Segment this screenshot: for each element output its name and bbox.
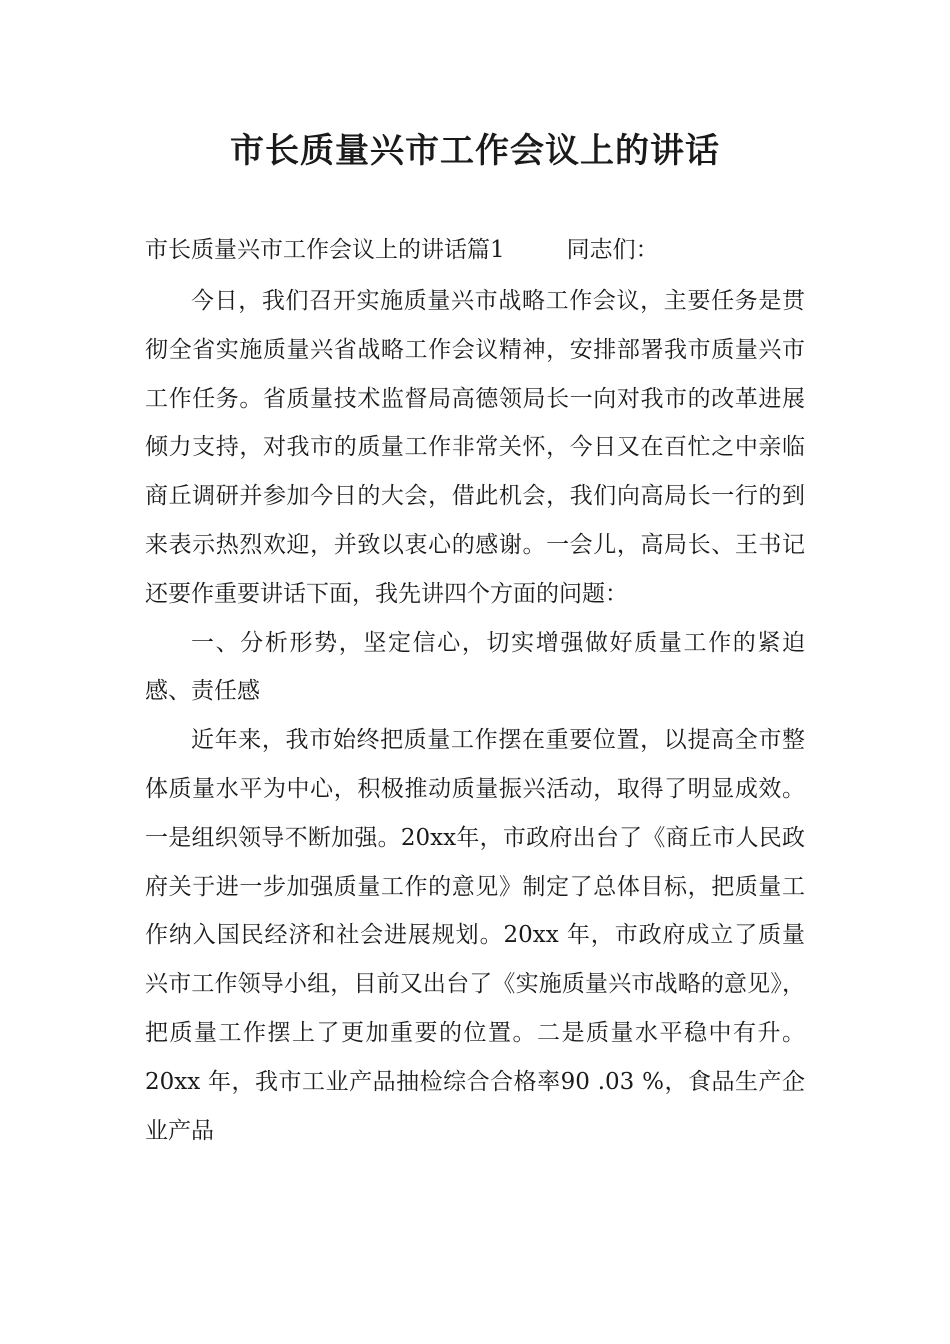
document-title: 市长质量兴市工作会议上的讲话 (230, 131, 720, 171)
document-body (145, 277, 805, 1155)
section-label: 市长质量兴市工作会议上的讲话篇1 (145, 237, 505, 263)
paragraph-achievements: 近年来，我市始终把质量工作摆在重要位置，以提高全市整体质量水平为中心，积极推动质量振兴活动，取得了明显成效。一是组织领导不断加强。20xx年，市政府出台了《商丘市人民政府关于进一步加强质量工作的意见》制定了总体目标，把质量工作纳入国民经济和社会进展规划。20xx 年，市政府成立了质量兴市工作领导小组，目前又出台了《实施质量兴市战略的意见》，把质量工作摆上了更加重要的位置。二是质量水平稳中有升。20xx 年，我市工业产品抽检综合合格率90 .03 %，食品生产企业产品 (145, 727, 805, 1144)
greeting: 同志们： (566, 237, 659, 263)
section-heading-1: 一、分析形势，坚定信心，切实增强做好质量工作的紧迫感、责任感 (145, 629, 805, 705)
paragraph-intro: 今日，我们召开实施质量兴市战略工作会议，主要任务是贯彻全省实施质量兴省战略工作会议精神，安排部署我市质量兴市工作任务。省质量技术监督局高德领局长一向对我市的改革进展倾力支持，对我市的质量工作非常关怀，今日又在百忙之中亲临商丘调研并参加今日的大会，借此机会，我们向高局长一行的到来表示热烈欢迎，并致以衷心的感谢。一会儿，高局长、王书记还要作重要讲话下面，我先讲四个方面的问题： (145, 288, 805, 607)
document-subheading (145, 226, 825, 274)
